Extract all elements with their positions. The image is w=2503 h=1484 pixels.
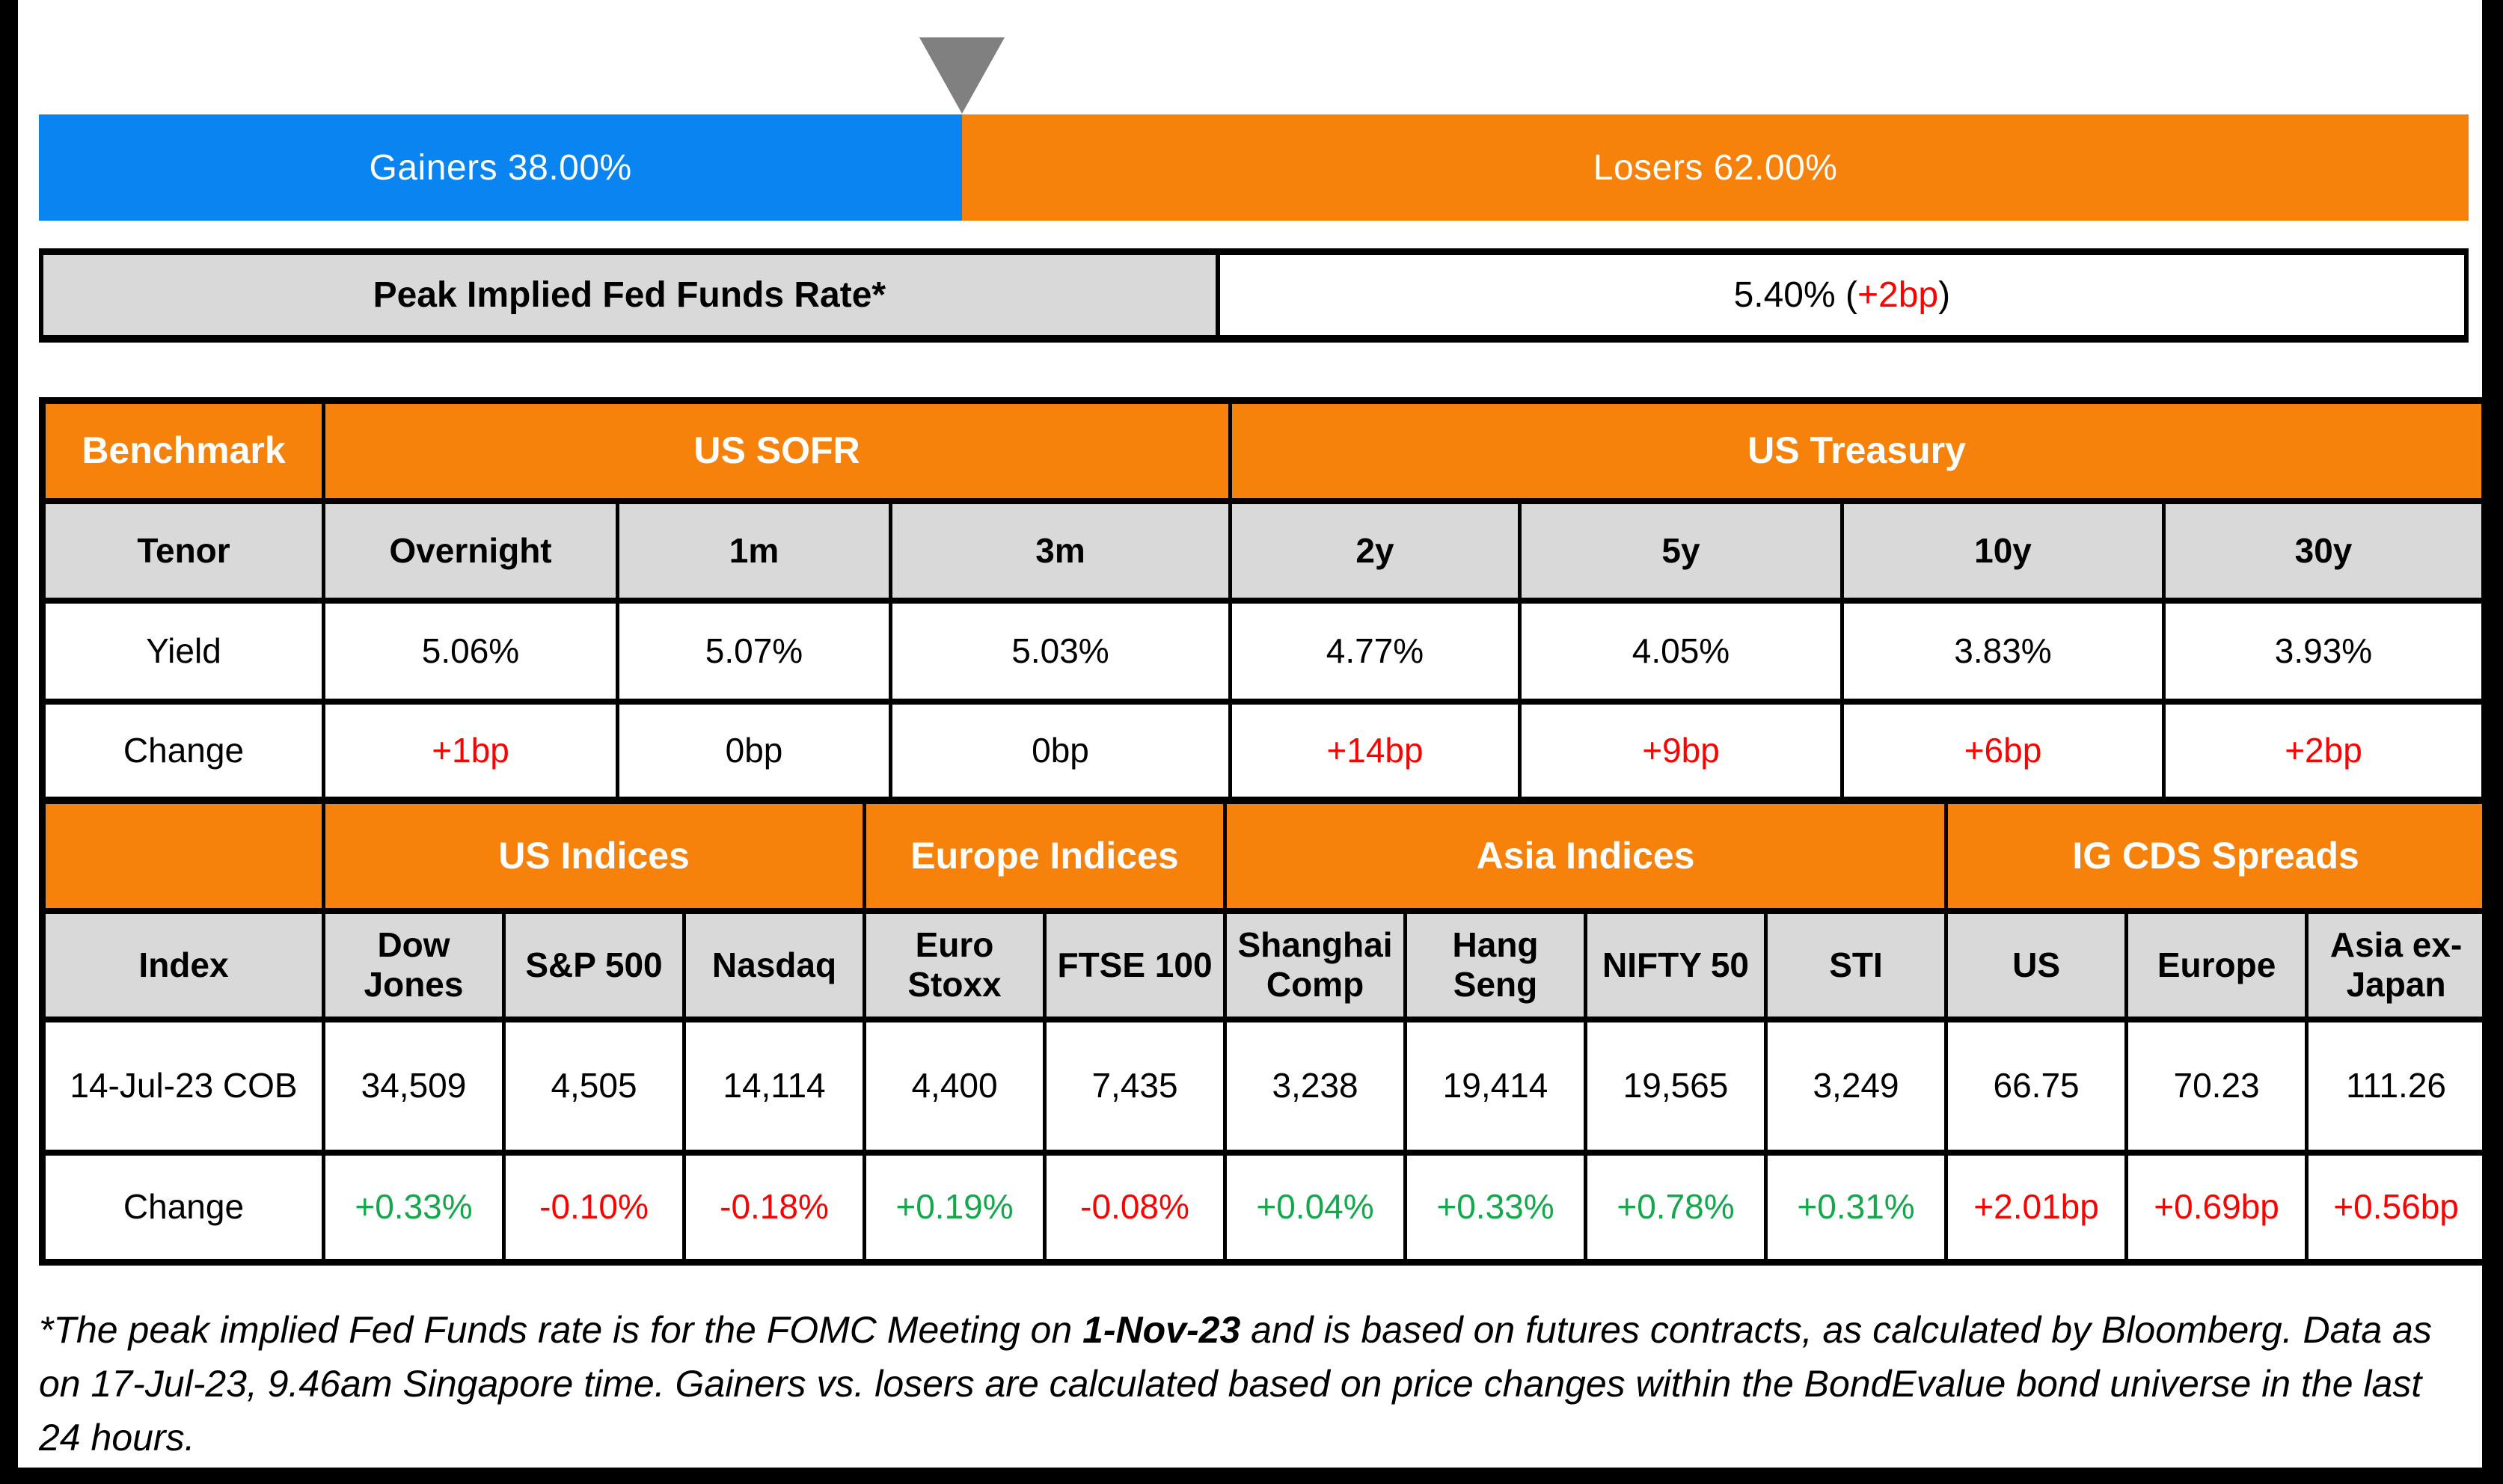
dashboard-content (18, 114, 2482, 1465)
cob-row-label: 14-Jul-23 COB (43, 1020, 324, 1153)
footnote (39, 1303, 2469, 1465)
change-2y: +14bp (1231, 702, 1520, 800)
col-dow-jones: Dow Jones (324, 911, 504, 1020)
asia-indices-group-header: Asia Indices (1225, 801, 1946, 911)
change-ftse100: -0.08% (1045, 1153, 1225, 1263)
losers-segment (962, 114, 2469, 221)
change-5y: +9bp (1520, 702, 1842, 800)
benchmark-corner-header: Benchmark (43, 401, 324, 501)
col-cds-asia-ex-japan: Asia ex-Japan (2307, 911, 2487, 1020)
change-nifty50: +0.78% (1586, 1153, 1766, 1263)
yield-row-label: Yield (43, 601, 324, 702)
value-nasdaq: 14,114 (684, 1020, 865, 1153)
value-sti: 3,249 (1766, 1020, 1946, 1153)
change-nasdaq: -0.18% (684, 1153, 865, 1263)
change-3m: 0bp (891, 702, 1231, 800)
yield-3m: 5.03% (891, 601, 1231, 702)
yield-5y: 4.05% (1520, 601, 1842, 702)
value-euro-stoxx: 4,400 (865, 1020, 1045, 1153)
tenor-10y: 10y (1842, 501, 2164, 601)
tenor-2y: 2y (1231, 501, 1520, 601)
ig-cds-group-header: IG CDS Spreads (1946, 801, 2487, 911)
change-sti: +0.31% (1766, 1153, 1946, 1263)
value-nifty50: 19,565 (1586, 1020, 1766, 1153)
value-shanghai-comp: 3,238 (1225, 1020, 1406, 1153)
benchmark-table (39, 397, 2488, 803)
col-euro-stoxx: Euro Stoxx (865, 911, 1045, 1020)
yield-10y: 3.83% (1842, 601, 2164, 702)
col-nifty50: NIFTY 50 (1586, 911, 1766, 1020)
indices-corner-header (43, 801, 324, 911)
change-1m: 0bp (618, 702, 891, 800)
gainers-losers-marker-triangle-icon (919, 37, 1005, 114)
peak-rate-value: 5.40% ( (1733, 275, 1857, 315)
value-cds-asia-ex-japan: 111.26 (2307, 1020, 2487, 1153)
index-row-label: Index (43, 911, 324, 1020)
peak-fed-funds-row (39, 248, 2469, 343)
footnote-part1: *The peak implied Fed Funds rate is for the FOMC Meeting on (39, 1309, 1083, 1351)
peak-rate-change: +2bp (1857, 275, 1939, 315)
col-shanghai-comp: Shanghai Comp (1225, 911, 1406, 1020)
col-sp500: S&P 500 (504, 911, 684, 1020)
col-nasdaq: Nasdaq (684, 911, 865, 1020)
yield-overnight: 5.06% (324, 601, 618, 702)
col-cds-us: US (1946, 911, 2127, 1020)
change-cds-us: +2.01bp (1946, 1153, 2127, 1263)
peak-fed-funds-label: Peak Implied Fed Funds Rate* (43, 255, 1220, 335)
change-hang-seng: +0.33% (1406, 1153, 1586, 1263)
indices-change-row-label: Change (43, 1153, 324, 1263)
yield-1m: 5.07% (618, 601, 891, 702)
tenor-row-label: Tenor (43, 501, 324, 601)
benchmark-change-row-label: Change (43, 702, 324, 800)
value-dow-jones: 34,509 (324, 1020, 504, 1153)
value-sp500: 4,505 (504, 1020, 684, 1153)
indices-table (39, 797, 2490, 1266)
col-cds-europe: Europe (2127, 911, 2307, 1020)
change-dow-jones: +0.33% (324, 1153, 504, 1263)
value-ftse100: 7,435 (1045, 1020, 1225, 1153)
europe-indices-group-header: Europe Indices (865, 801, 1225, 911)
change-cds-asia-ex-japan: +0.56bp (2307, 1153, 2487, 1263)
value-cds-us: 66.75 (1946, 1020, 2127, 1153)
gainers-losers-bar (39, 114, 2469, 221)
tenor-1m: 1m (618, 501, 891, 601)
us-indices-group-header: US Indices (324, 801, 865, 911)
yield-2y: 4.77% (1231, 601, 1520, 702)
gainers-segment (39, 114, 962, 221)
footnote-fomc-date: 1-Nov-23 (1082, 1309, 1241, 1351)
col-sti: STI (1766, 911, 1946, 1020)
value-hang-seng: 19,414 (1406, 1020, 1586, 1153)
col-hang-seng: Hang Seng (1406, 911, 1586, 1020)
gainers-label: Gainers 38.00% (369, 147, 632, 188)
peak-rate-close-paren: ) (1938, 275, 1951, 315)
change-overnight: +1bp (324, 702, 618, 800)
yield-30y: 3.93% (2164, 601, 2485, 702)
us-sofr-group-header: US SOFR (324, 401, 1231, 501)
tenor-3m: 3m (891, 501, 1231, 601)
tenor-5y: 5y (1520, 501, 1842, 601)
tenor-30y: 30y (2164, 501, 2485, 601)
us-treasury-group-header: US Treasury (1231, 401, 2485, 501)
change-cds-europe: +0.69bp (2127, 1153, 2307, 1263)
change-shanghai-comp: +0.04% (1225, 1153, 1406, 1263)
losers-label: Losers 62.00% (1593, 147, 1838, 188)
footnote-part2: and is based on futures contracts, as calculated by Bloomberg. Data as on 17-Jul-23, 9.46am Singapore time. Gainers vs. losers are calculated based on price changes within the BondEvalue bond universe in the last 24 hours. (39, 1309, 2432, 1459)
change-30y: +2bp (2164, 702, 2485, 800)
peak-fed-funds-value (1220, 255, 2464, 335)
change-10y: +6bp (1842, 702, 2164, 800)
value-cds-europe: 70.23 (2127, 1020, 2307, 1153)
change-sp500: -0.10% (504, 1153, 684, 1263)
change-euro-stoxx: +0.19% (865, 1153, 1045, 1263)
col-ftse100: FTSE 100 (1045, 911, 1225, 1020)
tenor-overnight: Overnight (324, 501, 618, 601)
